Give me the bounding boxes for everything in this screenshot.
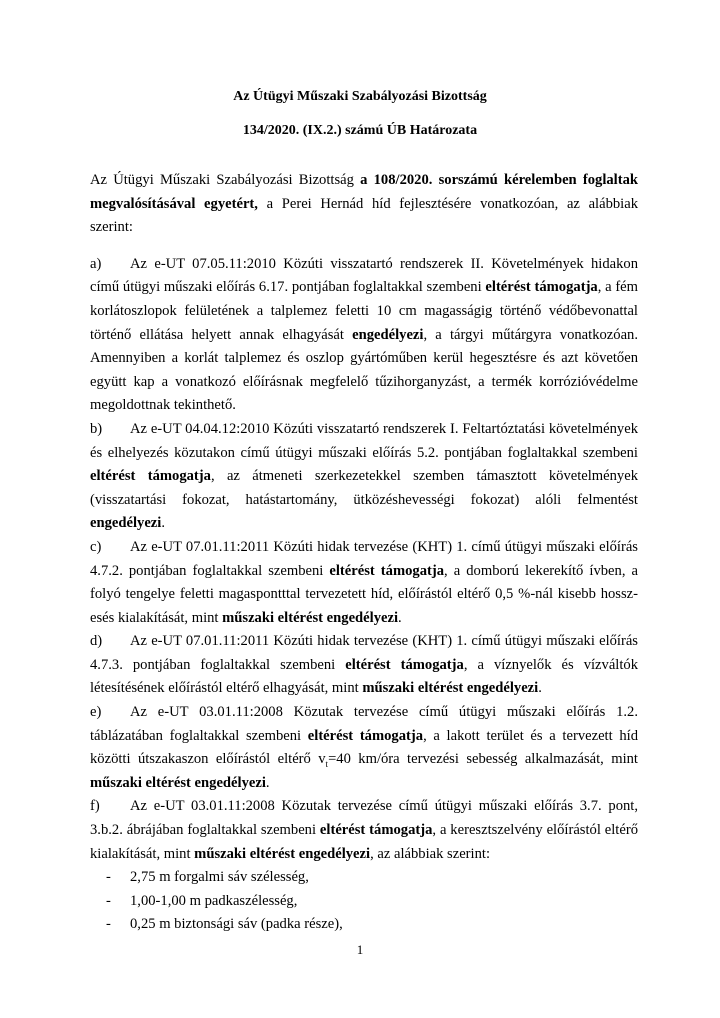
decision-item-e: e) Az e-UT 03.01.11:2008 Közutak tervezése című útügyi műszaki előírás 1.2. táblázatában foglaltakkal szembeni eltérést támogatja, a lakott terület és a tervezett híd közötti útszakaszon előírástól eltérő $v_t=40$ km/óra tervezési sebesség alkalmazását, mint műszaki eltérést engedélyezi. <box>90 701 638 795</box>
document-body <box>90 169 638 937</box>
subscript: t <box>325 759 329 770</box>
decision-item-f: f) Az e-UT 03.01.11:2008 Közutak tervezése című útügyi műszaki előírás 3.7. pont, 3.b.2. ábrájában foglaltakkal szembeni eltérést támogatja, a keresztszelvény előírástól eltérő kialakítását, mint műszaki eltérést engedélyezi, az alábbiak szerint: <box>90 795 638 866</box>
item-label: e) <box>90 704 102 721</box>
decision-item-a: a) Az e-UT 07.05.11:2010 Közúti visszatartó rendszerek II. Követelmények hidakon című útügyi műszaki előírás 6.17. pontjában foglaltakkal szembeni eltérést támogatja, a fém korlátoszlopok felületének a talplemez feletti 10 cm magasságig történő védőbevonattal történő ellátása helyett annak elhagyását engedélyezi, a tárgyi műtárgyra vonatkozóan. Amennyiben a korlát talplemez és oszlop gyártóműben kerül hegesztésre és azt követően együtt kap a vonatkozó előírásnak megfelelő tűzihorganyzást, a termék korrózióvédelme megoldottnak tekinthető. <box>90 253 638 418</box>
intro-paragraph: Az Útügyi Műszaki Szabályozási Bizottság a 108/2020. sorszámú kérelemben foglaltak megvalósításával egyetért, a Perei Hernád híd fejlesztésére vonatkozóan, az alábbiak szerint: <box>90 172 639 236</box>
bullet-dash: - <box>106 916 111 933</box>
item-label: b) <box>90 420 103 437</box>
page-number: 1 <box>356 942 364 957</box>
decision-item-d: d) Az e-UT 07.01.11:2011 Közúti hidak tervezése (KHT) 1. című útügyi műszaki előírás 4.7.3. pontjában foglaltakkal szembeni eltérést támogatja, a víznyelők és vízváltók létesítésének előírástól eltérő elhagyását, mint műszaki eltérést engedélyezi. <box>90 630 638 701</box>
item-label: f) <box>90 798 100 815</box>
resolution-number: 134/2020. (IX.2.) számú ÚB Határozata <box>242 123 478 138</box>
list-item: - 0,25 m biztonsági sáv (padka része), <box>90 913 638 937</box>
decision-item-c: c) Az e-UT 07.01.11:2011 Közúti hidak tervezése (KHT) 1. című útügyi műszaki előírás 4.7.2. pontjában foglaltakkal szembeni eltérést támogatja, a domború lekerekítő ívben, a folyó tengelye feletti magaspontttal tervezetett híd, előírástól eltérő 0,5 %-nál kisebb hossz-esés kialakítását, mint műszaki eltérést engedélyezi. <box>90 536 638 630</box>
bullet-dash: - <box>106 869 111 886</box>
item-label: d) <box>90 633 103 650</box>
bullet-dash: - <box>106 892 111 909</box>
list-item: - 1,00-1,00 m padkaszélesség, <box>90 890 638 914</box>
document-heading: Az Útügyi Műszaki Szabályozási Bizottság <box>233 89 487 104</box>
item-label: a) <box>90 255 102 272</box>
specification-list <box>90 866 638 937</box>
decision-item-b: b) Az e-UT 04.04.12:2010 Közúti visszatartó rendszerek I. Feltartóztatási követelmények és elhelyezés közutakon című útügyi műszaki előírás 5.2. pontjában foglaltakkal szembeni eltérést támogatja, az átmeneti szerkezetekkel szemben támasztott követelmények (visszatartási fokozat, hatástartomány, ütközéshevességi fokozat) alóli felmentést engedélyezi. <box>90 418 638 536</box>
list-item: - 2,75 m forgalmi sáv szélesség, <box>90 866 638 890</box>
item-label: c) <box>90 538 102 555</box>
